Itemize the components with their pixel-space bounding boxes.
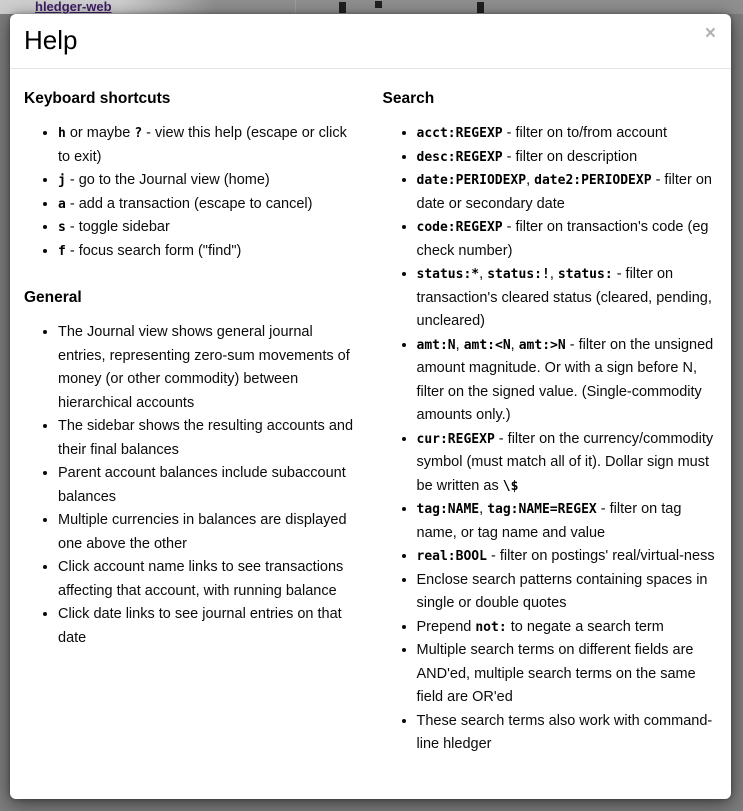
list-item: • acct:REGEXP - filter on to/from account xyxy=(417,122,718,146)
code-snippet: j xyxy=(58,173,66,188)
code-snippet: cur:REGEXP xyxy=(416,431,495,447)
modal-title: Help xyxy=(24,25,78,55)
list-item: • Click account name links to see transactions affecting that account, with running balance xyxy=(58,556,359,603)
list-item: • s - toggle sidebar xyxy=(58,216,359,240)
code-snippet: a xyxy=(58,196,66,212)
code-snippet: amt:N xyxy=(416,337,456,353)
list-item: • amt:N, amt:<N, amt:>N - filter on the unsigned amount magnitude. Or with a sign before N, filter on the signed value. (Single-commodity amounts only.) xyxy=(417,334,718,428)
code-snippet: code:REGEXP xyxy=(416,220,503,235)
help-list xyxy=(383,122,718,757)
list-item: • Enclose search patterns containing spaces in single or double quotes xyxy=(417,569,718,616)
code-snippet: \$ xyxy=(502,478,519,494)
code-snippet: amt:<N xyxy=(463,337,511,353)
list-item: • The sidebar shows the resulting accounts and their final balances xyxy=(58,415,359,462)
code-snippet: f xyxy=(58,243,66,259)
code-snippet: status:! xyxy=(487,267,550,282)
code-snippet: ? xyxy=(134,126,143,141)
close-icon[interactable]: × xyxy=(704,23,716,44)
background-heading-fragment xyxy=(375,1,382,8)
background-heading-fragment xyxy=(477,2,484,13)
modal-header xyxy=(10,14,731,69)
code-snippet: date:PERIODEXP xyxy=(416,173,527,188)
code-snippet: status:* xyxy=(416,267,480,282)
background-heading-fragment xyxy=(339,2,346,13)
help-column-right xyxy=(383,89,718,757)
list-item: • h or maybe ? - view this help (escape or click to exit) xyxy=(58,122,359,169)
list-item: • f - focus search form ("find") xyxy=(58,240,359,264)
code-snippet: status: xyxy=(557,267,613,282)
code-snippet: desc:REGEXP xyxy=(416,149,503,165)
background-page-top xyxy=(0,0,743,14)
background-divider xyxy=(295,0,296,14)
section-heading: Keyboard shortcuts xyxy=(24,90,171,107)
code-snippet: date2:PERIODEXP xyxy=(534,173,652,188)
list-item: • a - add a transaction (escape to cancel) xyxy=(58,193,359,217)
list-item: • real:BOOL - filter on postings' real/virtual-ness xyxy=(417,545,718,569)
help-list xyxy=(24,122,359,263)
list-item: • cur:REGEXP - filter on the currency/commodity symbol (must match all of it). Dollar sign must be written as \$ xyxy=(417,428,718,499)
list-item: • These search terms also work with command-line hledger xyxy=(417,710,718,757)
code-snippet: not: xyxy=(475,619,507,635)
code-snippet: h xyxy=(58,126,66,141)
list-item: • j - go to the Journal view (home) xyxy=(58,169,359,193)
list-item: • Multiple search terms on different fields are AND'ed, multiple search terms on the same field are OR'ed xyxy=(417,639,718,710)
list-item: • date:PERIODEXP, date2:PERIODEXP - filter on date or secondary date xyxy=(417,169,718,216)
help-column-left xyxy=(24,89,359,757)
list-item: • tag:NAME, tag:NAME=REGEX - filter on tag name, or tag name and value xyxy=(417,498,718,545)
list-item: • Parent account balances include subaccount balances xyxy=(58,462,359,509)
list-item: • desc:REGEXP - filter on description xyxy=(417,146,718,170)
section-heading: General xyxy=(24,289,82,306)
code-snippet: real:BOOL xyxy=(416,549,487,564)
code-snippet: tag:NAME xyxy=(416,502,480,517)
list-item: • Prepend not: to negate a search term xyxy=(417,616,718,640)
nav-brand-link[interactable]: hledger-web xyxy=(35,0,112,14)
code-snippet: acct:REGEXP xyxy=(416,126,503,141)
code-snippet: amt:>N xyxy=(518,337,566,353)
modal-body xyxy=(10,69,731,767)
code-snippet: s xyxy=(58,220,66,235)
list-item: • code:REGEXP - filter on transaction's code (eg check number) xyxy=(417,216,718,263)
help-modal xyxy=(10,14,731,799)
list-item: • Click date links to see journal entries on that date xyxy=(58,603,359,650)
list-item: • status:*, status:!, status: - filter on transaction's cleared status (cleared, pending, uncleared) xyxy=(417,263,718,334)
list-item: • Multiple currencies in balances are displayed one above the other xyxy=(58,509,359,556)
help-list xyxy=(24,321,359,650)
section-heading: Search xyxy=(382,90,435,107)
code-snippet: tag:NAME=REGEX xyxy=(487,502,597,517)
list-item: • The Journal view shows general journal entries, representing zero-sum movements of money (or other commodity) between hierarchical accounts xyxy=(58,321,359,415)
